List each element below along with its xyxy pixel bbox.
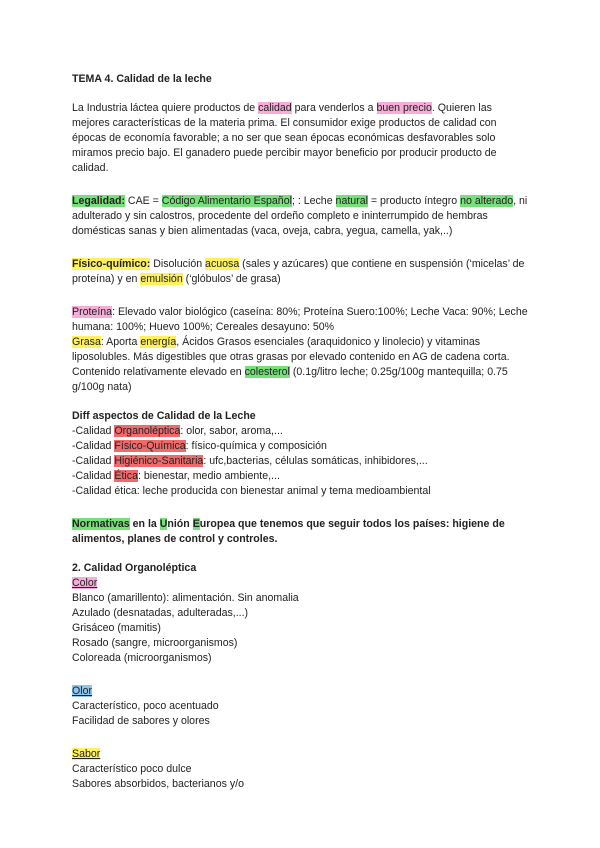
aspecto-item [72,469,532,484]
fisico-label: Físico-químico: [72,258,151,270]
grasa-label: Grasa [72,336,101,348]
highlight-buen-precio: buen precio [376,102,432,114]
color-item: Azulado (desnatadas, adulteradas,...) [72,607,249,619]
color-item: Blanco (amarillento): alimentación. Sin anomalia [72,592,299,604]
sabor-item: Sabores absorbidos, bacterianos y/o [72,778,244,790]
sabor-label: Sabor [72,748,101,760]
highlight-cae: Código Alimentario Español [161,195,292,207]
aspecto-item [72,424,532,439]
intro-text-1: La Industria láctea quiere productos de [72,102,259,114]
document-page [72,72,532,792]
colesterol-text-1: Contenido relativamente elevado en [72,366,245,378]
aspecto-rest: : físico-química y composición [185,440,327,452]
highlight-fisico-quimica: Físico-Química [114,440,186,452]
aspectos-list [72,424,532,499]
color-item: Rosado (sangre, microorganismos) [72,637,238,649]
highlight-e: E [192,518,200,530]
normativas-text-2: nión [167,518,193,530]
sabor-item: Característico poco dulce [72,763,192,775]
grasa-text-2: , Ácidos Grasos esenciales (araquidonico y linolecio) y vitaminas liposolubles. Más digestibles que otras grasas por elevado contenido en AG de cadena corta. [72,336,510,363]
highlight-higienico-sanitaria: Higiénico-Sanitaria [114,455,204,467]
highlight-natural: natural [335,195,368,207]
fisico-text-1: Disolución [150,258,206,270]
aspecto-rest: : olor, sabor, aroma,... [180,425,283,437]
aspecto-prefix: -Calidad [72,440,115,452]
legalidad-paragraph [72,194,532,239]
aspecto-item [72,454,532,469]
colesterol-text-2: (0.1g/litro leche; 0.25g/100g mantequilla; 0.75 g/100g nata) [72,366,508,393]
proteina-paragraph [72,305,532,335]
aspecto-prefix: -Calidad [72,470,115,482]
proteina-label: Proteína [72,306,113,318]
aspecto-rest: : bienestar, medio ambiente,... [137,470,280,482]
highlight-colesterol: colesterol [244,366,290,378]
color-item: Grisáceo (mamitis) [72,622,161,634]
legalidad-text-4: , ni adulterado y sin calostros, procedente del ordeño completo e ininterrumpido de hembras domésticas sanas y bien alimentadas (vaca, oveja, cabra, yegua, camella, yak,..) [72,195,528,237]
intro-text-3: . Quieren las mejores características de la materia prima. El consumidor exige productos de calidad con épocas de economía favorable; a no ser que sean épocas económicas desfavorables solo miramos precio bajo. El ganadero puede percibir mayor beneficio por producir producto de calidad. [72,102,497,174]
highlight-no-alterado: no alterado [460,195,514,207]
seccion2-heading: 2. Calidad Organoléptica [72,562,197,574]
highlight-acuosa: acuosa [205,258,240,270]
fisico-text-3: (‘glóbulos’ de grasa) [182,273,281,285]
aspecto-prefix: -Calidad ética: leche producida con bienestar animal y tema medioambiental [72,485,431,497]
fisico-paragraph [72,257,532,287]
proteina-text: : Elevado valor biológico (caseína: 80%; Proteína Suero:100%; Leche Vaca: 90%; Leche humana: 100%; Huevo 100%; Cereales desayuno: 50% [72,306,528,333]
highlight-u: U [159,518,168,530]
aspecto-item [72,484,532,499]
aspecto-prefix: -Calidad [72,455,115,467]
aspecto-prefix: -Calidad [72,425,115,437]
normativas-text-1: en la [129,518,160,530]
aspecto-rest: : ufc,bacterias, células somáticas, inhibidores,... [203,455,428,467]
grasa-paragraph [72,335,532,365]
aspecto-item [72,439,532,454]
grasa-text-1: : Aporta [100,336,141,348]
colesterol-paragraph [72,365,532,395]
document-title: TEMA 4. Calidad de la leche [72,73,212,85]
intro-paragraph [72,101,532,176]
olor-label: Olor [72,685,93,697]
color-label: Color [72,577,98,589]
normativas-text-3: uropea que tenemos que seguir todos los países: higiene de alimentos, planes de control y controles. [72,518,505,545]
highlight-organoleptica: Organoléptica [114,425,181,437]
highlight-etica: Ética [114,470,138,482]
highlight-emulsion: emulsión [140,273,183,285]
highlight-normativas: Normativas [72,518,130,530]
olor-item: Facilidad de sabores y olores [72,715,210,727]
legalidad-text-3: = producto íntegro [367,195,461,207]
normativas-paragraph [72,517,532,547]
legalidad-label: Legalidad: [72,195,125,207]
olor-item: Característico, poco acentuado [72,700,219,712]
intro-text-2: para venderlos a [291,102,377,114]
aspectos-heading: Diff aspectos de Calidad de la Leche [72,410,256,422]
color-item: Coloreada (microorganismos) [72,652,212,664]
fisico-text-2: (sales y azúcares) que contiene en suspensión (‘micelas’ de proteína) y en [72,258,525,285]
highlight-energia: energía [140,336,177,348]
legalidad-text-1: CAE = [124,195,162,207]
legalidad-text-2: ; : Leche [291,195,336,207]
highlight-calidad: calidad [258,102,292,114]
